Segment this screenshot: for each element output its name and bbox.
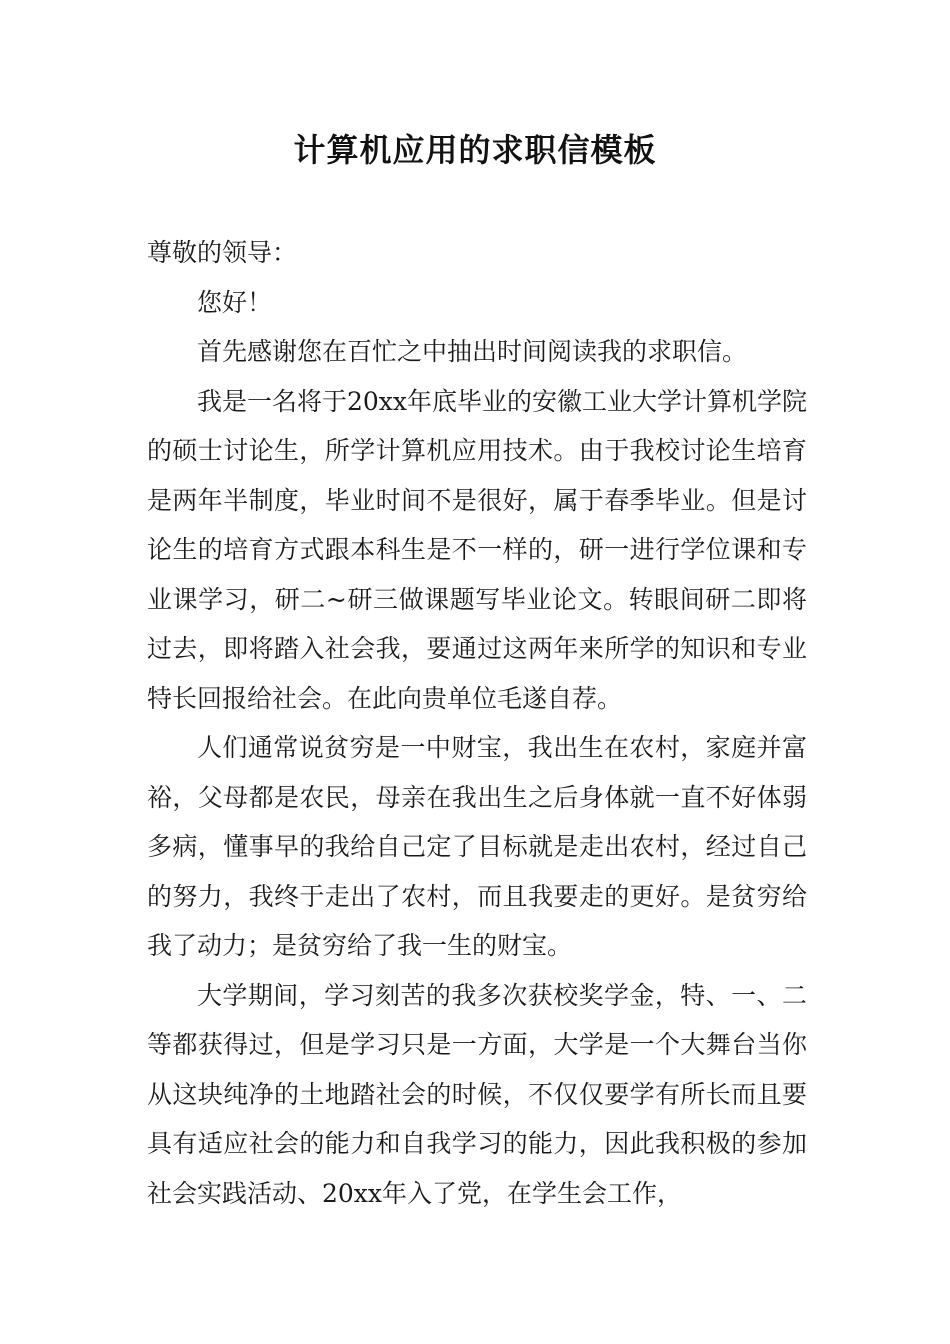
paragraph-university: 大学期间，学习刻苦的我多次获校奖学金，特、一、二等都获得过，但是学习只是一方面，大学是一个大舞台当你从这块纯净的土地踏社会的时候，不仅仅要学有所长而且要具有适应社会的能力和自我学习的能力，因此我积极的参加社会实践活动、20xx年入了党，在学生会工作， bbox=[147, 980, 807, 1208]
paragraph-background: 人们通常说贫穷是一中财宝，我出生在农村，家庭并富裕，父母都是农民，母亲在我出生之后身体就一直不好体弱多病，懂事早的我给自己定了目标就是走出农村，经过自己的努力，我终于走出了农村，而且我要走的更好。是贫穷给我了动力；是贫穷给了我一生的财宝。 bbox=[147, 733, 807, 960]
letter-body bbox=[147, 228, 807, 1218]
paragraph-thanks: 首先感谢您在百忙之中抽出时间阅读我的求职信。 bbox=[197, 337, 748, 366]
paragraph-introduction: 我是一名将于20xx年底毕业的安徽工业大学计算机学院的硕士讨论生，所学计算机应用技术。由于我校讨论生培育是两年半制度，毕业时间不是很好，属于春季毕业。但是讨论生的培育方式跟本科生是不一样的，研一进行学位课和专业课学习，研二~研三做课题写毕业论文。转眼间研二即将过去，即将踏入社会我，要通过这两年来所学的知识和专业特长回报给社会。在此向贵单位毛遂自荐。 bbox=[147, 386, 808, 713]
paragraph-greeting: 您好！ bbox=[197, 287, 273, 317]
document-title: 计算机应用的求职信模板 bbox=[293, 131, 657, 169]
salutation: 尊敬的领导： bbox=[147, 238, 298, 267]
